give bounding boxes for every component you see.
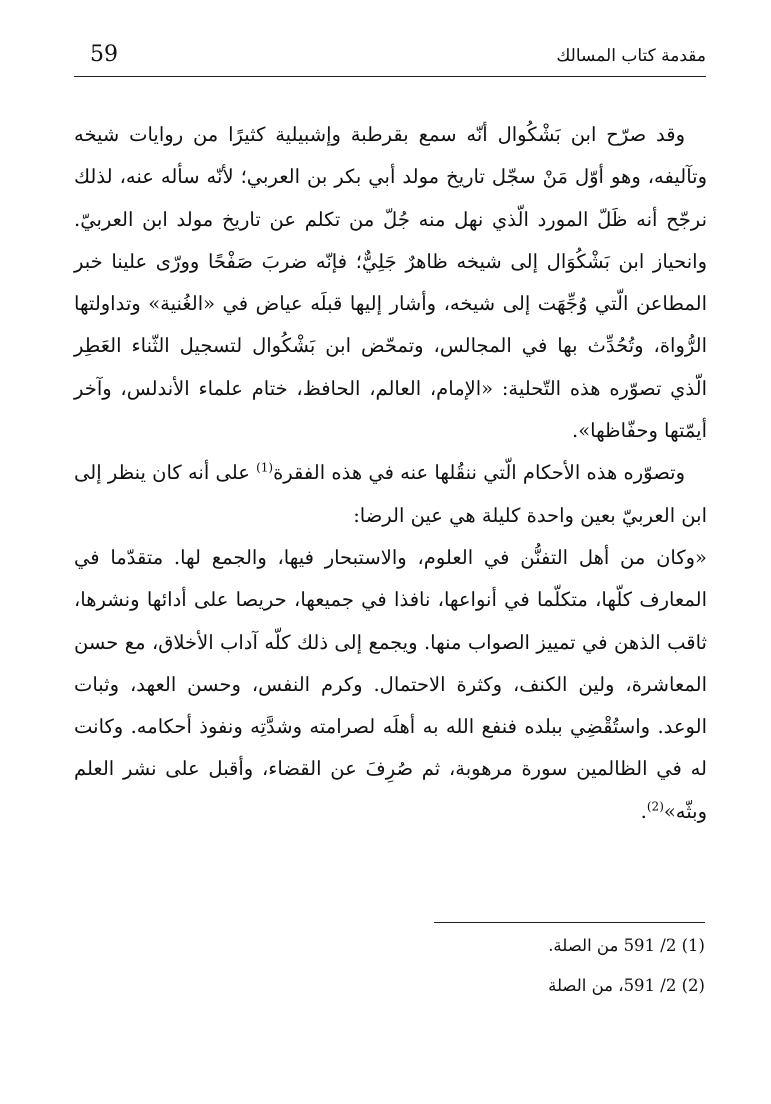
footnote-text: 2/ 591، من الصلة [548,976,677,995]
running-header [74,40,706,77]
quotation-end-period: . [640,799,647,823]
paragraph-2 [74,452,707,537]
paragraph-1 [74,114,707,452]
footnote-1 [300,926,705,966]
body-text [74,114,707,833]
footnotes [300,926,705,1006]
quotation-paragraph [74,537,707,833]
page-number: 59 [90,42,118,67]
footnote-2 [300,966,705,1006]
footnote-number: (1) [681,936,705,955]
quotation-text: «وكان من أهل التفنُّن في العلوم، والاستبحار فيها، والجمع لها. متقدّما في المعارف كلّها، متكلّما في أنواعها، نافذا في جميعها، حريصا على أدائها ونشرها، ثاقب الذهن في تمييز الصواب منها. ويجمع إلى ذلك كلّه آداب الأخلاق، مع حسن المعاشرة، ولين الكنف، وكثرة الاحتمال. وكرم النفس، وحسن العهد، وثبات الوعد. واستُقْضِي ببلده فنفع الله به أهلَه لصرامته وشدَّتِه ونفوذ أحكامه. وكانت له في الظالمين سورة مرهوبة، ثم صُرِفَ عن القضاء، وأقبل على نشر العلم وبثّه» [74,545,707,823]
footnote-text: 2/ 591 من الصلة. [548,936,677,955]
footnote-number: (2) [681,976,705,995]
footnote-separator [434,922,705,923]
header-title: مقدمة كتاب المسالك [556,46,706,66]
paragraph-1-text: وقد صرّح ابن بَشْكُوال أنّه سمع بقرطبة وإشبيلية كثيرًا من روايات شيخه وتآليفه، وهو أوّل مَنْ سجّل تاريخ مولد أبي بكر بن العربي؛ لأنّه سأله عنه، لذلك نرجّح أنه ظَلّ المورد الّذي نهل منه جُلّ من تكلم عن تاريخ مولد ابن العربيّ. وانحياز ابن بَشْكُوَال إلى شيخه ظاهرٌ جَلِيٌّ؛ فإنّه ضربَ صَفْحًا وورّى علينا خبر المطاعن الّتي وُجِّهَت إلى شيخه، وأشار إليها قبلَه عياض في «الغُنية» وتداولتها الرُّواة، وتُحُدِّث بها في المجالس، وتمحّض ابن بَشْكُوال لتسجيل الثّناء العَطِر الّذي تصوّره هذه التّحلية: «الإمام، العالم، الحافظ، ختام علماء الأندلس، وآخر أيمّتها وحفّاظها». [74,123,707,443]
footnote-ref-2[interactable]: (2) [646,799,664,814]
paragraph-2-text-start: وتصوّره هذه الأحكام الّتي ننقُلها عنه في هذه الفقرة [273,461,685,485]
footnote-ref-1[interactable]: (1) [256,460,274,475]
paragraph-2-text-end: على أنه كان ينظر إلى ابن العربيّ بعين واحدة كليلة هي عين الرضا: [74,461,707,527]
